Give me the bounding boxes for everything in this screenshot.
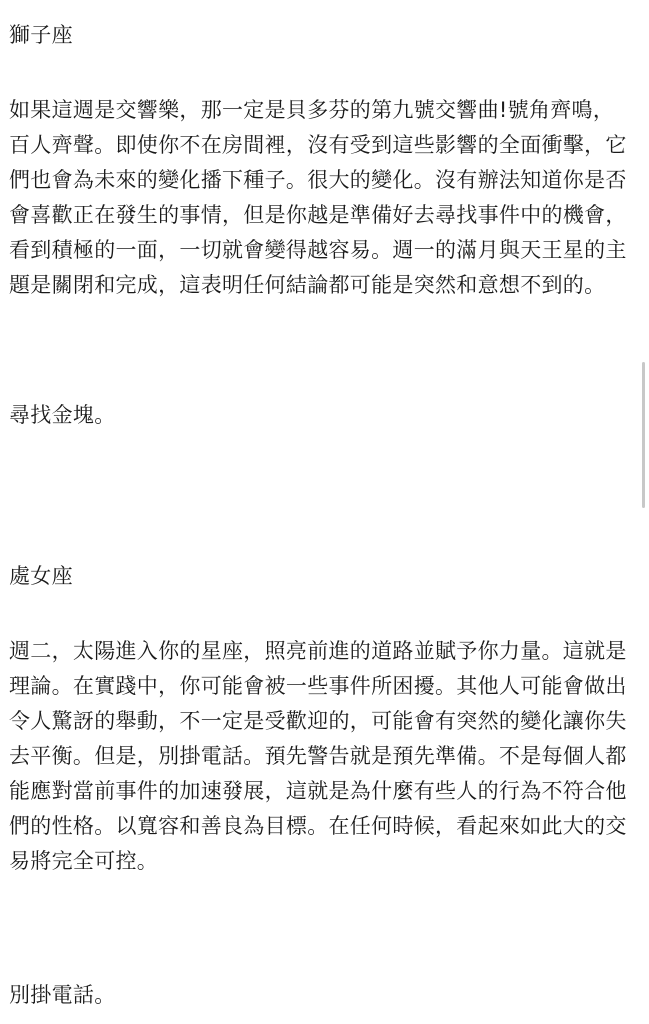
- section-tagline-virgo: 別掛電話。: [9, 983, 116, 1007]
- scrollbar[interactable]: [642, 362, 645, 508]
- section-heading-virgo: 處女座: [9, 564, 73, 588]
- section-body-leo: 如果這週是交響樂，那一定是貝多芬的第九號交響曲!號角齊鳴，百人齊聲。即使你不在房間裡，沒有受到這些影響的全面衝擊，它們也會為未來的變化播下種子。很大的變化。沒有辦法知道你是否會喜歡正在發生的事情，但是你越是準備好去尋找事件中的機會，看到積極的一面，一切就會變得越容易。週一的滿月與天王星的主題是關閉和完成，這表明任何結論都可能是突然和意想不到的。: [9, 98, 627, 297]
- section-body-virgo: 週二，太陽進入你的星座，照亮前進的道路並賦予你力量。這就是理論。在實踐中，你可能會被一些事件所困擾。其他人可能會做出令人驚訝的舉動，不一定是受歡迎的，可能會有突然的變化讓你失去平衡。但是，別掛電話。預先警告就是預先準備。不是每個人都能應對當前事件的加速發展，這就是為什麼有些人的行為不符合他們的性格。以寬容和善良為目標。在任何時候，看起來如此大的交易將完全可控。: [9, 639, 627, 873]
- section-heading-leo: 獅子座: [9, 23, 73, 47]
- section-tagline-leo: 尋找金塊。: [9, 403, 116, 427]
